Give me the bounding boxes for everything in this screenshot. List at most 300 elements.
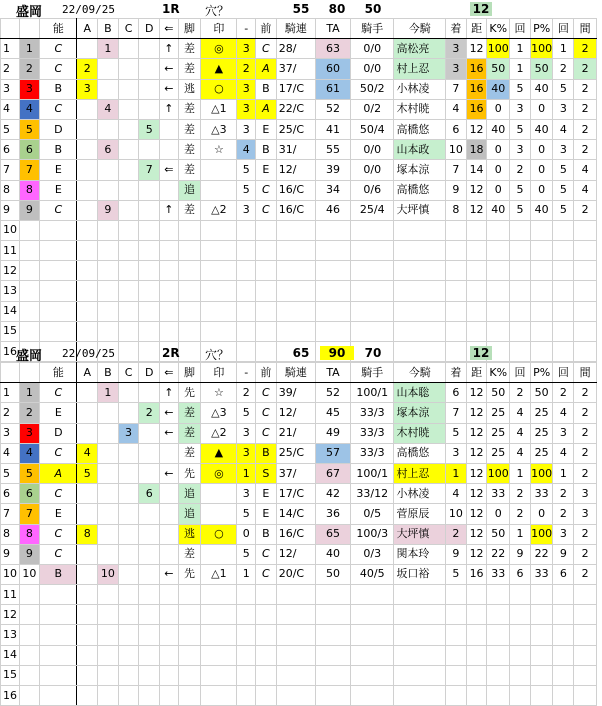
cell-interval: 2 <box>574 403 597 423</box>
entry-table <box>0 362 597 706</box>
cell-rank-a <box>77 140 98 160</box>
cell-rank-d <box>139 79 160 99</box>
cell-distance <box>466 665 487 685</box>
column-header-jockey-name: 今騎 <box>394 19 446 39</box>
cell-k-pct: 0 <box>487 140 510 160</box>
cell-finish: 8 <box>446 200 467 220</box>
cell-p-count: 4 <box>553 119 574 139</box>
ana-label: 穴？ <box>205 4 230 18</box>
cell-prev: B <box>256 79 277 99</box>
cell-jockey-combo <box>276 585 315 605</box>
column-header-rank-c: C <box>118 363 139 383</box>
cell-post-no: 3 <box>19 79 40 99</box>
cell-interval: 2 <box>574 119 597 139</box>
cell-post-no: 8 <box>19 524 40 544</box>
cell-arrow <box>160 443 179 463</box>
cell-arrow <box>160 119 179 139</box>
cell-ta: 34 <box>315 180 350 200</box>
cell-jockey-rate: 50/2 <box>351 79 394 99</box>
cell-ability <box>40 625 77 645</box>
cell-arrow <box>160 544 179 564</box>
cell-p-pct: 0 <box>530 140 553 160</box>
cell-pos: 5 <box>237 160 256 180</box>
cell-jockey-rate <box>351 625 394 645</box>
cell-rank-b <box>98 605 119 625</box>
cell-jockey-rate <box>351 321 394 341</box>
cell-rank-c <box>118 544 139 564</box>
cell-mark <box>201 544 237 564</box>
cell-style: 差 <box>178 99 201 119</box>
column-header-k-count: 回 <box>510 363 531 383</box>
cell-prev: C <box>256 39 277 59</box>
cell-jockey-combo: 37/ <box>276 463 315 483</box>
cell-jockey-combo: 39/ <box>276 383 315 403</box>
cell-mark: ▲ <box>201 443 237 463</box>
cell-ability <box>40 301 77 321</box>
cell-mark <box>201 504 237 524</box>
cell-rank-d <box>139 544 160 564</box>
cell-ta <box>315 585 350 605</box>
cell-mark <box>201 241 237 261</box>
cell-rank-b: 4 <box>98 99 119 119</box>
cell-pos: 3 <box>237 423 256 443</box>
cell-pos: 0 <box>237 524 256 544</box>
cell-k-count <box>510 665 531 685</box>
cell-k-pct <box>487 665 510 685</box>
cell-ability: C <box>40 383 77 403</box>
cell-k-pct <box>487 261 510 281</box>
cell-ta: 61 <box>315 79 350 99</box>
cell-jockey-name: 木村暁 <box>394 99 446 119</box>
cell-jockey-combo: 16/C <box>276 524 315 544</box>
cell-distance: 16 <box>466 79 487 99</box>
cell-post-no <box>19 261 40 281</box>
cell-prev: E <box>256 119 277 139</box>
cell-prev: B <box>256 140 277 160</box>
cell-ta <box>315 220 350 240</box>
cell-rank-d <box>139 645 160 665</box>
cell-jockey-rate <box>351 645 394 665</box>
cell-prev: C <box>256 564 277 584</box>
cell-row-no: 16 <box>1 686 20 706</box>
cell-p-pct <box>530 301 553 321</box>
cell-k-pct <box>487 220 510 240</box>
column-header-prev: 前 <box>256 19 277 39</box>
cell-rank-d <box>139 281 160 301</box>
cell-ability <box>40 605 77 625</box>
cell-distance: 18 <box>466 140 487 160</box>
cell-style: 差 <box>178 403 201 423</box>
cell-interval: 4 <box>574 160 597 180</box>
cell-row-no: 6 <box>1 484 20 504</box>
cell-arrow <box>160 665 179 685</box>
column-header-row <box>1 363 597 383</box>
cell-prev: C <box>256 403 277 423</box>
cell-rank-b: 9 <box>98 200 119 220</box>
cell-finish: 7 <box>446 403 467 423</box>
cell-rank-b <box>98 241 119 261</box>
cell-jockey-name <box>394 301 446 321</box>
cell-rank-c <box>118 484 139 504</box>
cell-rank-d <box>139 301 160 321</box>
cell-rank-b <box>98 160 119 180</box>
cell-p-count: 2 <box>553 59 574 79</box>
cell-row-no: 10 <box>1 220 20 240</box>
cell-rank-b <box>98 463 119 483</box>
cell-k-count <box>510 220 531 240</box>
column-header-rank-b: B <box>98 19 119 39</box>
table-row <box>1 200 597 220</box>
column-header-rank-a: A <box>77 19 98 39</box>
cell-ability <box>40 220 77 240</box>
cell-k-pct: 22 <box>487 544 510 564</box>
cell-interval: 2 <box>574 544 597 564</box>
cell-interval <box>574 605 597 625</box>
column-header-rank-d: D <box>139 363 160 383</box>
cell-row-no: 15 <box>1 665 20 685</box>
cell-rank-c <box>118 443 139 463</box>
cell-distance: 16 <box>466 564 487 584</box>
cell-jockey-rate: 0/0 <box>351 140 394 160</box>
cell-rank-b: 6 <box>98 140 119 160</box>
cell-jockey-rate <box>351 665 394 685</box>
cell-post-no: 5 <box>19 119 40 139</box>
cell-mark <box>201 585 237 605</box>
cell-k-count <box>510 321 531 341</box>
column-header-jockey-rate: 騎手 <box>351 19 394 39</box>
cell-distance: 12 <box>466 544 487 564</box>
cell-prev: E <box>256 160 277 180</box>
cell-arrow <box>160 645 179 665</box>
cell-jockey-rate: 33/12 <box>351 484 394 504</box>
cell-p-count: 2 <box>553 504 574 524</box>
cell-rank-b <box>98 281 119 301</box>
cell-jockey-name <box>394 605 446 625</box>
cell-rank-c: 3 <box>118 423 139 443</box>
score-2: 80 <box>328 2 346 16</box>
cell-row-no: 5 <box>1 119 20 139</box>
cell-rank-b: 1 <box>98 383 119 403</box>
cell-ta: 65 <box>315 524 350 544</box>
cell-jockey-rate: 33/3 <box>351 443 394 463</box>
cell-finish: 3 <box>446 39 467 59</box>
cell-jockey-rate <box>351 301 394 321</box>
cell-finish: 7 <box>446 79 467 99</box>
cell-arrow <box>160 484 179 504</box>
cell-ability: B <box>40 79 77 99</box>
cell-ability: D <box>40 119 77 139</box>
cell-p-count: 1 <box>553 463 574 483</box>
cell-jockey-combo: 25/C <box>276 443 315 463</box>
cell-rank-a <box>77 585 98 605</box>
cell-mark: △1 <box>201 99 237 119</box>
cell-post-no: 7 <box>19 504 40 524</box>
cell-k-pct: 25 <box>487 403 510 423</box>
table-row <box>1 321 597 341</box>
cell-ta: 63 <box>315 39 350 59</box>
cell-prev <box>256 281 277 301</box>
cell-rank-c <box>118 321 139 341</box>
cell-arrow <box>160 504 179 524</box>
cell-k-count: 6 <box>510 564 531 584</box>
cell-rank-a <box>77 119 98 139</box>
cell-post-no <box>19 625 40 645</box>
cell-rank-a: 5 <box>77 463 98 483</box>
column-header-interval: 間 <box>574 19 597 39</box>
cell-arrow <box>160 261 179 281</box>
venue-label: 盛岡 <box>16 349 43 364</box>
cell-ta: 49 <box>315 423 350 443</box>
cell-pos <box>237 625 256 645</box>
cell-p-count: 6 <box>553 564 574 584</box>
cell-ta: 60 <box>315 59 350 79</box>
cell-post-no: 9 <box>19 200 40 220</box>
cell-distance: 12 <box>466 524 487 544</box>
column-header-k-pct: K% <box>487 363 510 383</box>
column-header-finish: 着 <box>446 363 467 383</box>
cell-p-pct <box>530 261 553 281</box>
cell-ta: 39 <box>315 160 350 180</box>
cell-jockey-name <box>394 281 446 301</box>
cell-post-no: 6 <box>19 140 40 160</box>
cell-row-no: 4 <box>1 99 20 119</box>
cell-k-pct: 40 <box>487 200 510 220</box>
table-row <box>1 665 597 685</box>
venue-label: 盛岡 <box>16 5 43 20</box>
column-header-jockey-name: 今騎 <box>394 363 446 383</box>
cell-post-no: 2 <box>19 403 40 423</box>
cell-ability: B <box>40 140 77 160</box>
cell-jockey-name <box>394 625 446 645</box>
cell-row-no: 2 <box>1 403 20 423</box>
cell-rank-c <box>118 625 139 645</box>
column-header-mark: 印 <box>201 19 237 39</box>
column-header-ta: TA <box>315 19 350 39</box>
cell-mark <box>201 605 237 625</box>
cell-row-no: 7 <box>1 160 20 180</box>
cell-arrow <box>160 301 179 321</box>
cell-finish <box>446 625 467 645</box>
table-row <box>1 220 597 240</box>
cell-post-no <box>19 281 40 301</box>
cell-jockey-combo: 12/ <box>276 544 315 564</box>
cell-row-no: 14 <box>1 645 20 665</box>
cell-p-count <box>553 321 574 341</box>
cell-pos <box>237 241 256 261</box>
cell-k-count <box>510 261 531 281</box>
score-2: 90 <box>320 346 354 360</box>
cell-rank-c <box>118 383 139 403</box>
cell-rank-d <box>139 585 160 605</box>
cell-jockey-combo <box>276 241 315 261</box>
cell-pos: 3 <box>237 443 256 463</box>
cell-ability <box>40 645 77 665</box>
cell-p-count <box>553 220 574 240</box>
table-row <box>1 301 597 321</box>
cell-style: 追 <box>178 484 201 504</box>
column-header-style: 脚 <box>178 19 201 39</box>
cell-arrow <box>160 180 179 200</box>
race-number: 1R <box>162 2 180 16</box>
cell-k-pct <box>487 645 510 665</box>
cell-p-pct: 22 <box>530 544 553 564</box>
cell-pos: 1 <box>237 564 256 584</box>
column-header-ability: 能 <box>40 363 77 383</box>
cell-rank-b <box>98 645 119 665</box>
cell-mark <box>201 665 237 685</box>
cell-rank-d: 7 <box>139 160 160 180</box>
cell-jockey-name: 村上忍 <box>394 59 446 79</box>
cell-rank-a <box>77 605 98 625</box>
column-header-row-no <box>1 363 20 383</box>
cell-rank-a <box>77 484 98 504</box>
cell-rank-a: 4 <box>77 443 98 463</box>
cell-k-count <box>510 625 531 645</box>
cell-jockey-combo: 17/C <box>276 484 315 504</box>
cell-jockey-rate: 50/4 <box>351 119 394 139</box>
cell-prev: E <box>256 484 277 504</box>
cell-rank-a <box>77 241 98 261</box>
cell-distance: 14 <box>466 160 487 180</box>
cell-k-count: 4 <box>510 423 531 443</box>
cell-finish: 3 <box>446 443 467 463</box>
cell-k-pct: 25 <box>487 443 510 463</box>
cell-p-count: 4 <box>553 403 574 423</box>
cell-arrow <box>160 625 179 645</box>
cell-pos: 3 <box>237 79 256 99</box>
cell-pos: 3 <box>237 119 256 139</box>
cell-jockey-rate: 0/5 <box>351 504 394 524</box>
column-header-p-count: 回 <box>553 19 574 39</box>
cell-prev: A <box>256 99 277 119</box>
cell-jockey-name: 木村暁 <box>394 423 446 443</box>
table-row <box>1 79 597 99</box>
cell-rank-a <box>77 261 98 281</box>
cell-p-pct: 40 <box>530 79 553 99</box>
cell-finish: 3 <box>446 59 467 79</box>
cell-jockey-rate <box>351 605 394 625</box>
table-row <box>1 625 597 645</box>
cell-jockey-name: 村上忍 <box>394 463 446 483</box>
cell-finish: 1 <box>446 463 467 483</box>
table-row <box>1 463 597 483</box>
cell-distance <box>466 281 487 301</box>
cell-finish <box>446 301 467 321</box>
cell-k-count: 2 <box>510 160 531 180</box>
cell-finish: 9 <box>446 180 467 200</box>
cell-p-pct: 33 <box>530 564 553 584</box>
cell-distance <box>466 220 487 240</box>
cell-ta <box>315 645 350 665</box>
cell-k-count: 5 <box>510 119 531 139</box>
column-header-ta: TA <box>315 363 350 383</box>
cell-p-pct: 25 <box>530 403 553 423</box>
cell-rank-d <box>139 605 160 625</box>
cell-k-pct <box>487 241 510 261</box>
cell-rank-a <box>77 665 98 685</box>
cell-interval: 2 <box>574 443 597 463</box>
cell-jockey-rate: 100/1 <box>351 383 394 403</box>
cell-rank-d: 6 <box>139 484 160 504</box>
cell-interval <box>574 301 597 321</box>
cell-finish: 6 <box>446 383 467 403</box>
cell-rank-a: 2 <box>77 59 98 79</box>
column-header-pos: - <box>237 363 256 383</box>
cell-rank-a <box>77 321 98 341</box>
cell-rank-d <box>139 39 160 59</box>
cell-distance: 16 <box>466 59 487 79</box>
cell-row-no: 1 <box>1 39 20 59</box>
cell-jockey-rate <box>351 281 394 301</box>
cell-jockey-name: 高橋悠 <box>394 443 446 463</box>
cell-distance: 12 <box>466 403 487 423</box>
cell-pos: 1 <box>237 463 256 483</box>
cell-prev <box>256 301 277 321</box>
cell-jockey-name <box>394 220 446 240</box>
cell-rank-a <box>77 160 98 180</box>
cell-pos <box>237 605 256 625</box>
cell-ability <box>40 281 77 301</box>
cell-p-pct <box>530 241 553 261</box>
cell-style: 差 <box>178 119 201 139</box>
cell-rank-d <box>139 524 160 544</box>
cell-jockey-rate <box>351 585 394 605</box>
cell-post-no <box>19 301 40 321</box>
cell-prev <box>256 665 277 685</box>
cell-k-count: 9 <box>510 544 531 564</box>
cell-jockey-name: 小林凌 <box>394 484 446 504</box>
cell-mark: ☆ <box>201 383 237 403</box>
cell-ability: C <box>40 200 77 220</box>
cell-prev <box>256 625 277 645</box>
cell-pos <box>237 261 256 281</box>
cell-ta: 45 <box>315 403 350 423</box>
cell-finish: 6 <box>446 119 467 139</box>
cell-jockey-rate: 33/3 <box>351 403 394 423</box>
cell-row-no: 11 <box>1 585 20 605</box>
cell-rank-d <box>139 200 160 220</box>
cell-pos <box>237 281 256 301</box>
cell-prev <box>256 321 277 341</box>
cell-prev: C <box>256 544 277 564</box>
cell-pos: 2 <box>237 59 256 79</box>
cell-post-no: 9 <box>19 544 40 564</box>
cell-style: 先 <box>178 383 201 403</box>
cell-rank-d <box>139 220 160 240</box>
cell-post-no: 2 <box>19 59 40 79</box>
cell-k-pct <box>487 625 510 645</box>
cell-interval: 2 <box>574 59 597 79</box>
table-row <box>1 383 597 403</box>
cell-rank-a <box>77 423 98 443</box>
cell-p-count <box>553 585 574 605</box>
cell-finish <box>446 665 467 685</box>
cell-rank-a <box>77 39 98 59</box>
cell-distance <box>466 625 487 645</box>
cell-jockey-name: 塚本涼 <box>394 160 446 180</box>
cell-k-count: 1 <box>510 463 531 483</box>
cell-pos: 3 <box>237 200 256 220</box>
cell-post-no: 6 <box>19 484 40 504</box>
cell-row-no: 13 <box>1 281 20 301</box>
cell-ability: C <box>40 443 77 463</box>
table-row <box>1 39 597 59</box>
cell-mark: △1 <box>201 564 237 584</box>
cell-mark: △3 <box>201 119 237 139</box>
cell-style <box>178 241 201 261</box>
cell-k-count: 5 <box>510 79 531 99</box>
cell-pos: 3 <box>237 39 256 59</box>
